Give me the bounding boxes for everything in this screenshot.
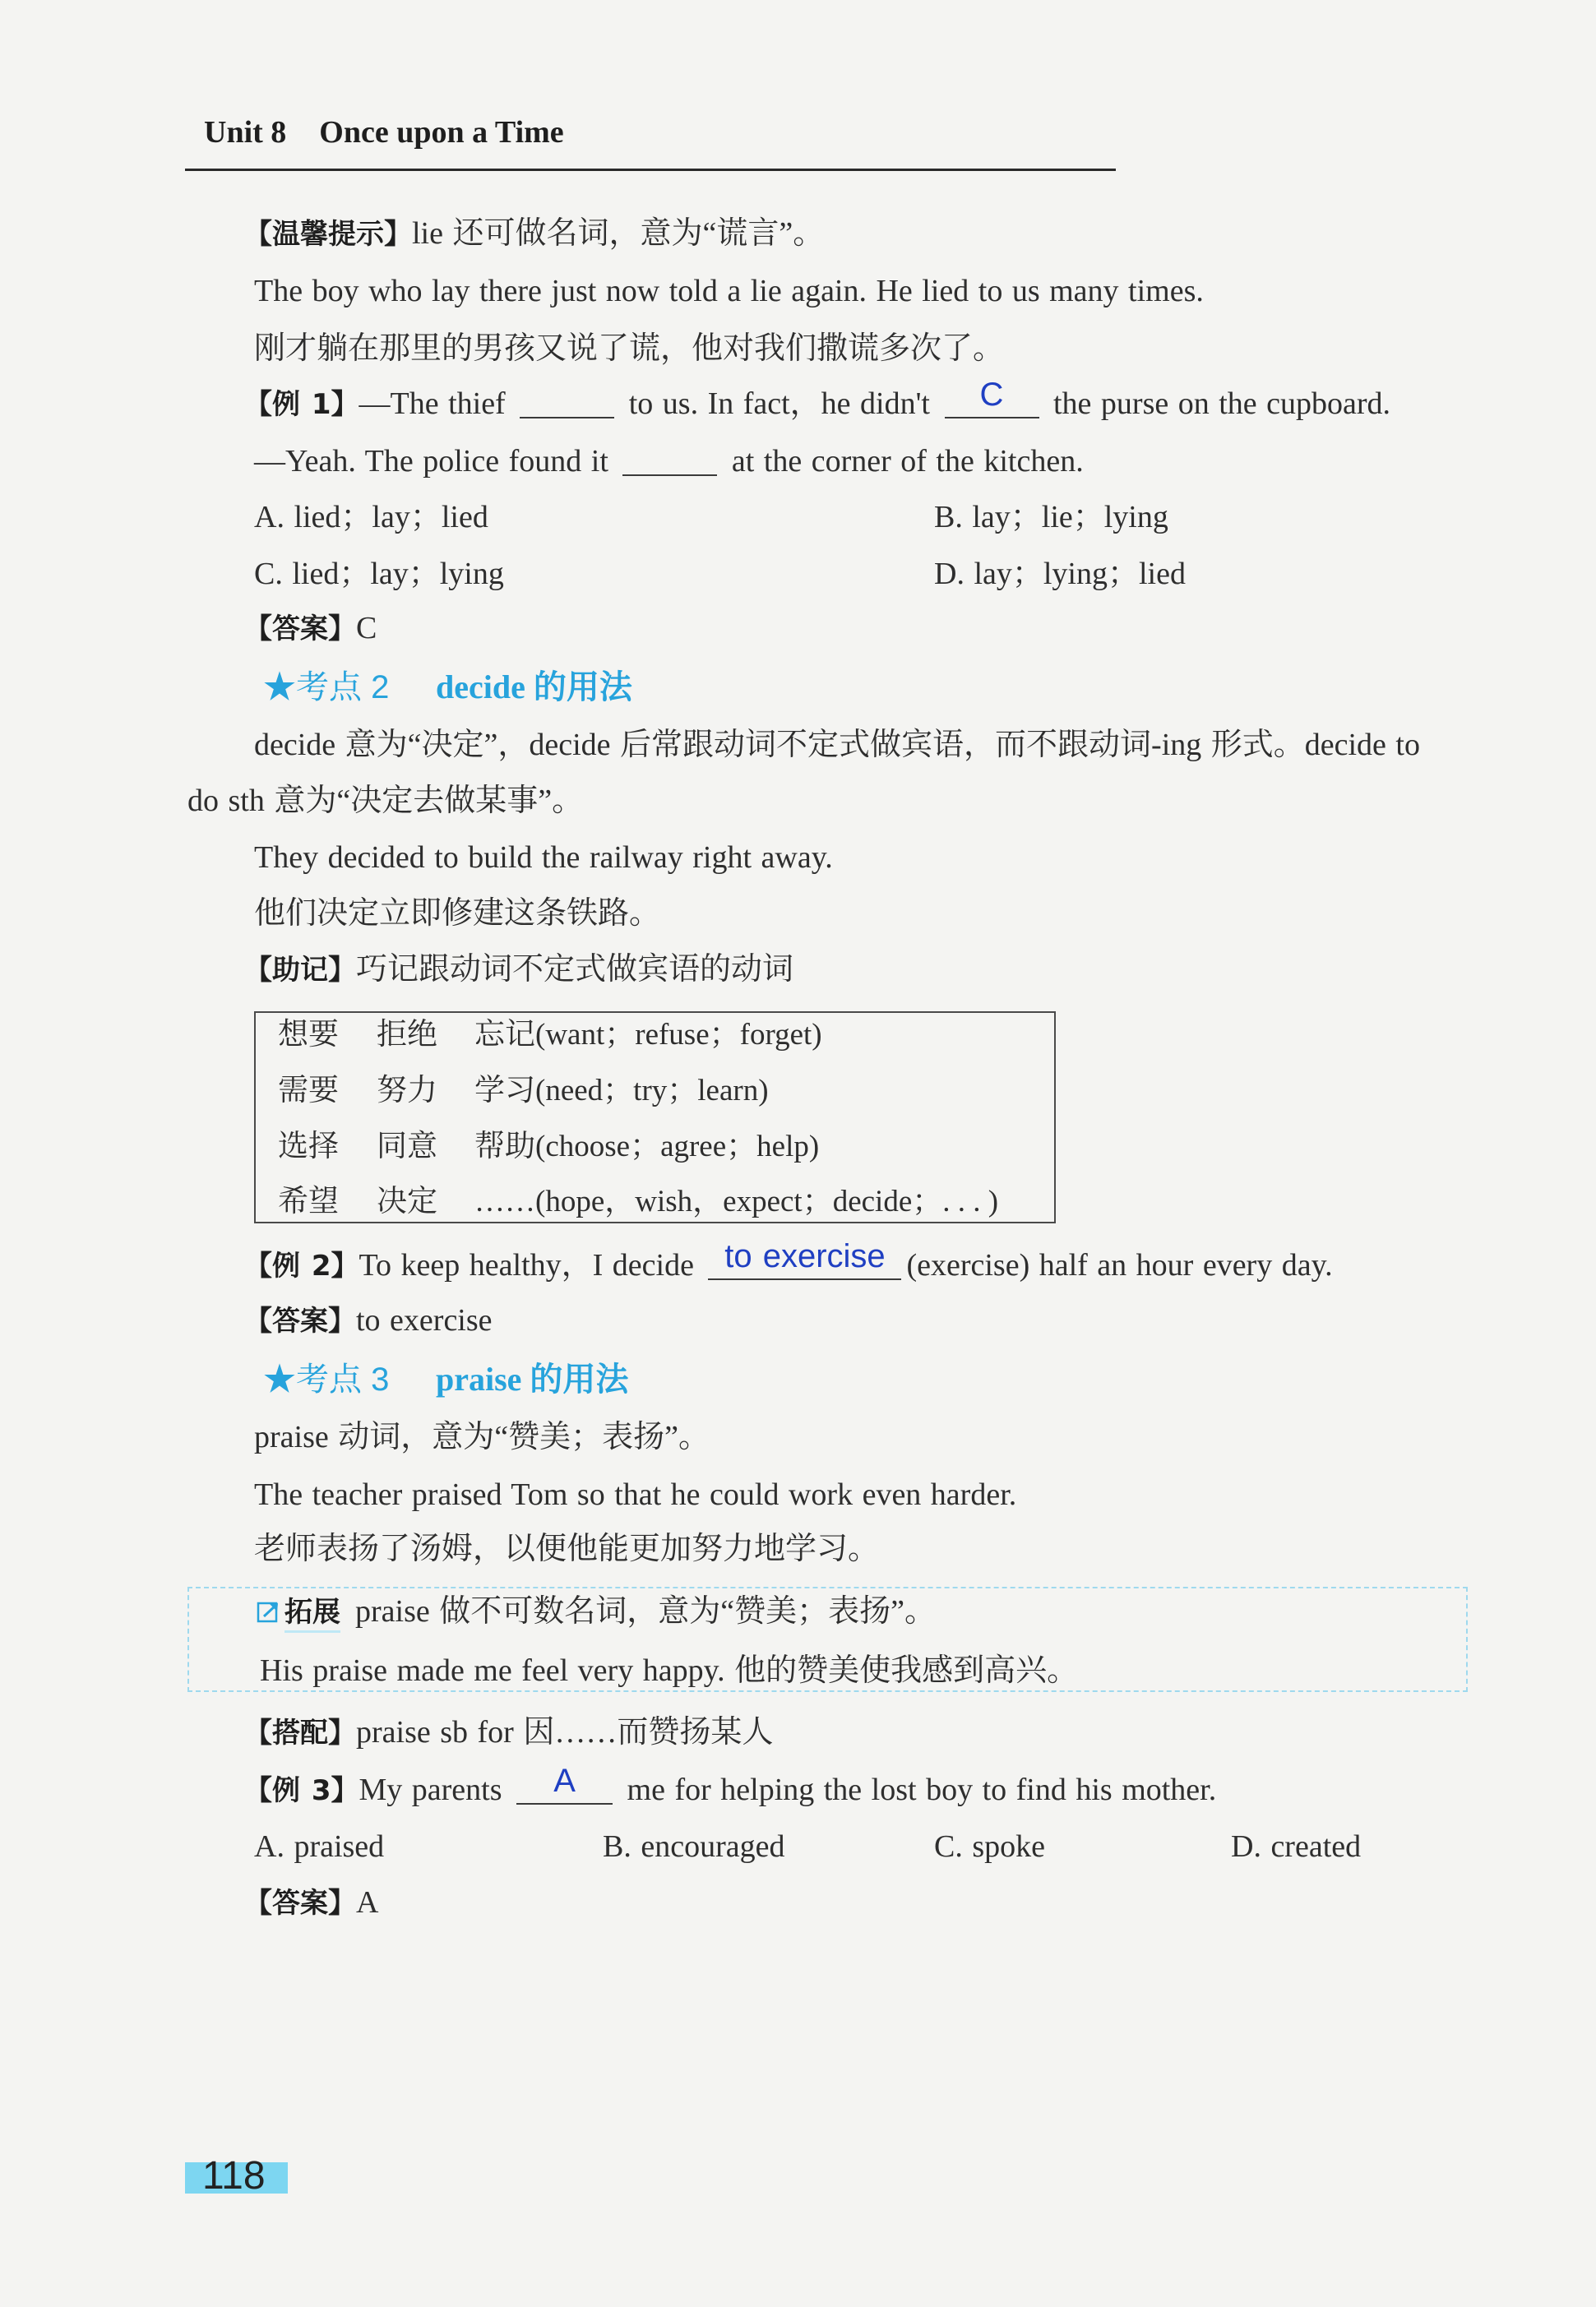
example2-segment: To keep healthy，I decide [359,1248,694,1283]
memo-cell: 需要 [278,1074,339,1107]
option-a: A. praised [254,1829,385,1864]
example3-segment: My parents [359,1773,502,1807]
point2-example-zh: 他们决定立即修建这条铁路。 [254,896,661,931]
example1-segment: —Yeah. The police found it [254,444,608,479]
answer-blank [520,387,614,418]
point3-title: praise 的用法 [436,1361,629,1398]
memo-cell: ……(hope，wish，expect；decide；. . . ) [474,1185,999,1218]
option-c: C. lied；lay；lying [254,557,504,591]
memo-cell: 想要 [278,1018,339,1052]
point3-star-label: ★考点 3 [263,1362,390,1398]
extension-text: praise 做不可数名词，意为“赞美；表扬”。 [355,1594,936,1629]
memo-cell: 同意 [377,1130,437,1163]
collocation-text: praise sb for 因……而赞扬某人 [356,1715,774,1750]
point2-example-en: They decided to build the railway right away. [254,840,833,875]
handwritten-answer: C [979,377,1004,413]
memo-cell: 决定 [377,1185,437,1218]
memo-line [244,950,793,989]
example3-answer [244,1884,378,1922]
memo-cell: 忘记(want；refuse；forget) [474,1018,822,1052]
tip-example-zh: 刚才躺在那里的男孩又说了谎，他对我们撒谎多次了。 [254,331,1005,366]
point2-heading [263,668,632,706]
memo-cell: 努力 [377,1074,437,1107]
point3-example-zh: 老师表扬了汤姆，以便他能更加努力地学习。 [254,1532,880,1566]
collocation-label: 【搭配】 [244,1717,356,1750]
handwritten-answer: A [553,1763,576,1799]
memo-cell: 帮助(choose；agree；help) [474,1130,820,1163]
extension-example: His praise made me feel very happy. 他的赞美使我感到高兴。 [260,1653,1079,1688]
option-b: B. lay；lie；lying [934,500,1168,534]
point3-explanation: praise 动词，意为“赞美；表扬”。 [254,1420,710,1454]
example3-segment: me for helping the lost boy to find his mother. [627,1773,1217,1807]
example2-segment: (exercise) half an hour every day. [906,1248,1333,1283]
memo-cell: 学习(need；try；learn) [474,1074,769,1107]
answer-value: C [356,611,377,645]
example1-segment: —The thief [359,386,506,421]
tip-example-en: The boy who lay there just now told a lie again. He lied to us many times. [254,274,1204,308]
answer-value: to exercise [356,1303,493,1338]
answer-blank [622,445,717,476]
option-d: D. created [1231,1829,1362,1864]
example2-question [244,1238,1333,1285]
example1-segment: at the corner of the kitchen. [731,444,1084,479]
tip-text: lie 还可做名词，意为“谎言”。 [412,216,825,251]
example1-segment: to us. In fact，he didn't [628,386,930,421]
memo-cell: 希望 [278,1185,339,1218]
example2-label: 【例 2】 [244,1250,359,1283]
unit-number: Unit 8 [204,115,287,150]
answer-blank-filled [708,1238,901,1280]
unit-header [204,113,564,151]
point3-heading [263,1361,628,1399]
answer-blank-filled [516,1763,613,1805]
example2-answer [244,1301,493,1340]
example3-question [244,1763,1217,1810]
example1-label: 【例 1】 [244,388,359,421]
answer-label: 【答案】 [244,613,356,645]
point2-star-label: ★考点 2 [263,669,390,705]
header-divider [185,169,1116,171]
point2-title: decide 的用法 [436,668,632,705]
example3-label: 【例 3】 [244,1774,359,1807]
answer-label: 【答案】 [244,1887,356,1920]
example1-question-line1 [244,377,1391,423]
memo-table [254,1011,1056,1223]
answer-value: A [356,1885,379,1920]
point2-explanation-1: decide 意为“决定”，decide 后常跟动词不定式做宾语，而不跟动词-ing 形式。decide to [254,728,1420,762]
memo-text: 巧记跟动词不定式做宾语的动词 [356,952,794,987]
memo-cell: 选择 [278,1130,339,1163]
tip-label: 【温馨提示】 [244,218,412,251]
tip-line [244,215,824,253]
option-b: B. encouraged [603,1829,785,1864]
point2-explanation-2: do sth 意为“决定去做某事”。 [187,784,584,818]
option-a: A. lied；lay；lied [254,500,488,534]
collocation-line [244,1713,773,1752]
option-d: D. lay；lying；lied [934,557,1186,591]
answer-blank-filled [945,377,1039,418]
example1-segment: the purse on the cupboard. [1053,386,1391,421]
option-c: C. spoke [934,1829,1045,1864]
example1-question-line2 [254,442,1084,480]
handwritten-answer: to exercise [724,1238,886,1274]
memo-cell: 拒绝 [377,1018,437,1052]
extension-line [257,1593,936,1631]
answer-label: 【答案】 [244,1305,356,1338]
extension-arrow-icon [257,1596,281,1620]
extension-label: 拓展 [285,1596,340,1633]
memo-label: 【助记】 [244,954,356,987]
example1-answer [244,609,377,648]
unit-title: Once upon a Time [319,115,564,150]
page-number: 118 [202,2154,266,2198]
point3-example-en: The teacher praised Tom so that he could work even harder. [254,1477,1017,1512]
